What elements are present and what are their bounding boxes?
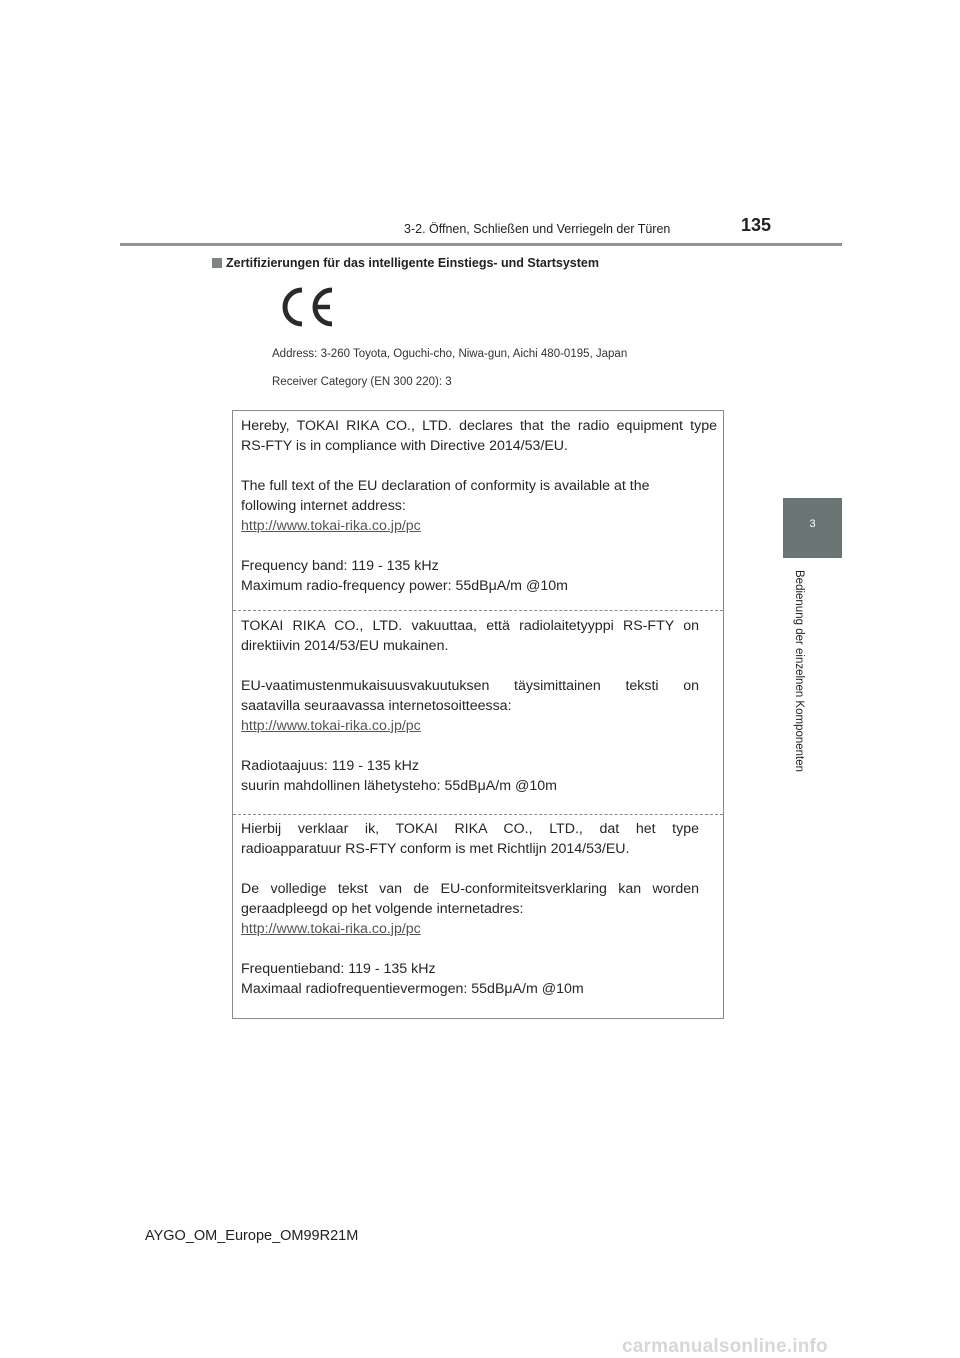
declaration-en-line2: RS-FTY is in compliance with Directive 2014/53/EU. <box>241 438 568 454</box>
declaration-nl-url[interactable]: http://www.tokai-rika.co.jp/pc <box>241 921 421 937</box>
declaration-nl-line2: radioapparatuur RS-FTY conform is met Richtlijn 2014/53/EU. <box>241 841 630 857</box>
declaration-nl-text-line1: De volledige tekst van de EU-conformiteitsverklaring kan worden <box>241 881 699 897</box>
declaration-english <box>241 416 717 596</box>
declaration-fi-line2: direktiivin 2014/53/EU mukainen. <box>241 638 449 654</box>
declaration-en-text-line2: following internet address: <box>241 498 406 514</box>
declaration-nl-power: Maximaal radiofrequentievermogen: 55dBμA/m @10m <box>241 981 584 997</box>
ce-mark-icon <box>278 284 340 330</box>
manufacturer-address: Address: 3-260 Toyota, Oguchi-cho, Niwa-gun, Aichi 480-0195, Japan <box>272 348 628 360</box>
declaration-box <box>232 410 724 1019</box>
header-title: 3-2. Öffnen, Schließen und Verriegeln der Türen <box>404 222 671 236</box>
section-heading <box>212 256 599 270</box>
declaration-dutch <box>241 819 699 999</box>
footer-doc-code: AYGO_OM_Europe_OM99R21M <box>145 1228 359 1244</box>
side-tab <box>783 498 842 558</box>
declaration-nl-frequency: Frequentieband: 119 - 135 kHz <box>241 961 436 977</box>
watermark: carmanualsonline.info <box>622 1336 828 1357</box>
section-divider <box>233 610 723 611</box>
declaration-nl-text-line2: geraadpleegd op het volgende internetadres: <box>241 901 524 917</box>
declaration-en-url[interactable]: http://www.tokai-rika.co.jp/pc <box>241 518 421 534</box>
declaration-finnish <box>241 616 699 796</box>
declaration-en-frequency: Frequency band: 119 - 135 kHz <box>241 558 439 574</box>
square-bullet-icon <box>212 258 222 268</box>
declaration-fi-line1: TOKAI RIKA CO., LTD. vakuuttaa, että radiolaitetyyppi RS-FTY on <box>241 618 699 634</box>
declaration-fi-power: suurin mahdollinen lähetysteho: 55dBμA/m @10m <box>241 778 557 794</box>
declaration-fi-frequency: Radiotaajuus: 119 - 135 kHz <box>241 758 419 774</box>
declaration-en-line1: Hereby, TOKAI RIKA CO., LTD. declares that the radio equipment type <box>241 418 717 434</box>
section-divider <box>233 814 723 815</box>
header-rule <box>120 243 842 246</box>
declaration-en-text-line1: The full text of the EU declaration of conformity is available at the <box>241 478 650 494</box>
page-number: 135 <box>741 215 772 235</box>
declaration-fi-text-line2: saatavilla seuraavassa internetosoitteessa: <box>241 698 512 714</box>
side-tab-number: 3 <box>809 518 816 530</box>
side-tab-label: Bedienung der einzelnen Komponenten <box>793 570 805 773</box>
section-heading-text: Zertifizierungen für das intelligente Einstiegs- und Startsystem <box>226 256 599 270</box>
declaration-fi-url[interactable]: http://www.tokai-rika.co.jp/pc <box>241 718 421 734</box>
declaration-en-power: Maximum radio-frequency power: 55dBμA/m @10m <box>241 578 568 594</box>
receiver-category: Receiver Category (EN 300 220): 3 <box>272 376 452 388</box>
declaration-fi-text-line1: EU-vaatimustenmukaisuusvakuutuksen täysimittainen teksti on <box>241 678 699 694</box>
declaration-nl-line1: Hierbij verklaar ik, TOKAI RIKA CO., LTD., dat het type <box>241 821 699 837</box>
